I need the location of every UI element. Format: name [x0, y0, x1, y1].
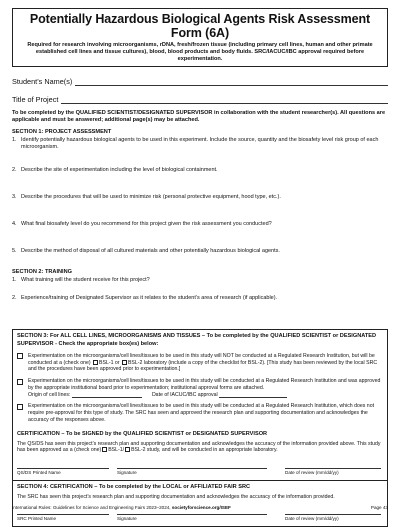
bsl2-checkbox[interactable] [122, 360, 127, 365]
answer-space[interactable] [12, 174, 388, 193]
option-1-text [28, 353, 383, 373]
section1-heading: SECTION 1: PROJECT ASSESSMENT [12, 129, 112, 136]
project-title-input[interactable] [61, 96, 388, 104]
certification-heading: CERTIFICATION – To be SIGNED by the QUALIFIED SCIENTIST or DESIGNATED SUPERVISOR [17, 430, 268, 437]
page-footer [12, 505, 388, 511]
question-text: Experience/training of Designated Supervisor as it relates to the student’s area of research (if applicable). [21, 294, 278, 301]
footer-link[interactable]: societyforscience.org/ISEF [171, 505, 231, 510]
question-number: 1. [12, 137, 17, 144]
cert-text-a: The QS/DS has seen this project’s research plan and supporting documentation and acknowledges the accuracy of the information provided above. This study has been approved as a (check one) [17, 440, 381, 454]
project-title-row [12, 95, 388, 104]
answer-space[interactable] [12, 255, 388, 267]
footer-source: International Rules: Guidelines for Science and Engineering Fairs 2023–2024, [12, 505, 171, 510]
title-box [12, 8, 388, 67]
option-3-text: Experimentation on the microorganisms/cell lines/tissues to be used in this study will be conducted at a Regulated Research Institution, which does not require pre-approval for this type of study. The SRC has seen and approved the research plan and supporting documentation and acknowledges the accuracy of the responses above. [28, 403, 375, 423]
form-page [12, 8, 388, 527]
question-text: What training will the student receive for this project? [21, 276, 150, 283]
answer-space[interactable] [12, 284, 388, 294]
bsl1-label: BSL-1 or [99, 359, 120, 366]
section3-option-2 [17, 378, 383, 398]
s1-question-1 [12, 137, 388, 151]
s1-question-5 [12, 248, 388, 255]
section4-heading: SECTION 4: CERTIFICATION – To be completed by the LOCAL or AFFILIATED FAIR SRC [17, 483, 251, 490]
src-printed-name-field[interactable]: SRC Printed Name [17, 514, 109, 522]
cert-bsl2-checkbox[interactable] [125, 447, 130, 452]
option-2-checkbox[interactable] [17, 379, 23, 385]
question-text: Identify potentially hazardous biological agents to be used in this experiment. Include the source, quantity and the biosafety level risk group of each microorganism. [21, 137, 379, 151]
s2-question-1 [12, 277, 388, 284]
form-title: Potentially Hazardous Biological Agents Risk Assessment Form (6A) [29, 12, 371, 41]
cert-text-b: BSL-2 study, and will be conducted in an appropriate laboratory. [131, 447, 278, 454]
students-names-label: Student’s Name(s) [12, 76, 73, 86]
intro-text: To be completed by the QUALIFIED SCIENTIST/DESIGNATED SUPERVISOR in collaboration with the student researcher(s). All questions are applicable and must be answered; additional page(s) may be attached. [12, 109, 386, 124]
section3-heading: SECTION 3: For ALL CELL LINES, MICROORGANISMS AND TISSUES – To be completed by the QUALIFIED SCIENTIST or DESIGNATED SUPERVISOR - Check the appropriate box(es) below: [17, 333, 377, 347]
section4-box [12, 481, 388, 527]
origin-input[interactable] [72, 393, 142, 398]
answer-space[interactable] [12, 228, 388, 247]
iacuc-date-input[interactable] [219, 393, 287, 398]
certification-text [17, 441, 383, 455]
option-1-text-a: Experimentation on the microorganisms/cell lines/tissues to be used in this study will NOT be conducted at a Regulated Research Institution, but will be conducted at a (check one) [28, 352, 375, 366]
form-subtitle: Required for research involving microorganisms, rDNA, fresh/frozen tissue (including primary cell lines, human and other primate established cell lines and tissue cultures), blood, blood products and body fluids. SRC/IACUC/IBC approval required before experimentation. [27, 41, 373, 62]
page-number: Page 43 [370, 505, 388, 510]
qsds-printed-name-field[interactable]: QS/DS Printed Name [17, 468, 109, 476]
bsl2-label: BSL-2 laboratory (include a copy of the checklist for BSL-2). [This study has been reviewed by the local SRC and the procedures have been approved prior to experimentation.] [28, 359, 378, 373]
students-names-input[interactable] [75, 78, 388, 86]
question-number: 2. [12, 167, 17, 174]
section3-option-1 [17, 353, 383, 373]
origin-label: Origin of cell lines: [28, 391, 71, 398]
s1-question-3 [12, 194, 388, 201]
qsds-signature-row [17, 468, 383, 476]
s2-question-2 [12, 295, 388, 302]
section2-heading: SECTION 2: TRAINING [12, 268, 72, 275]
s1-question-2 [12, 167, 388, 174]
answer-space[interactable] [12, 151, 388, 166]
question-number: 1. [12, 276, 17, 283]
option-2-text: Experimentation on the microorganisms/cell lines/tissues to be used in this study will be conducted at a Regulated Research Institution and was approved by the appropriate institutional board prior to experimentation; institutional approval forms are attached. [28, 378, 381, 391]
s1-question-4 [12, 221, 388, 228]
cert-bsl1-label: BSL-1/ [108, 447, 125, 454]
question-text: Describe the site of experimentation including the level of biological containment. [21, 167, 218, 174]
src-date-field[interactable]: Date of review (mm/dd/yy) [285, 514, 381, 522]
project-title-label: Title of Project [12, 94, 59, 104]
section3-box [12, 329, 388, 481]
question-number: 4. [12, 220, 17, 227]
question-number: 5. [12, 247, 17, 254]
qsds-signature-field[interactable]: Signature [117, 468, 267, 476]
iacuc-date-label: Date of IACUC/IBC approval [151, 391, 218, 398]
question-text: What final biosafety level do you recommend for this project given the risk assessment you conducted? [21, 220, 272, 227]
qsds-date-field[interactable]: Date of review (mm/dd/yy) [285, 468, 381, 476]
question-text: Describe the procedures that will be used to minimize risk (personal protective equipment, hood type, etc.). [21, 194, 281, 201]
option-2-body [28, 378, 383, 398]
answer-space[interactable] [12, 201, 388, 220]
bsl1-checkbox[interactable] [93, 360, 98, 365]
option-1-checkbox[interactable] [17, 353, 23, 359]
option-3-checkbox[interactable] [17, 404, 23, 410]
src-signature-field[interactable]: Signature [117, 514, 267, 522]
cert-bsl1-checkbox[interactable] [102, 447, 107, 452]
question-number: 3. [12, 194, 17, 201]
question-text: Describe the method of disposal of all cultured materials and other potentially hazardous biological agents. [21, 247, 280, 254]
section4-text: The SRC has seen this project’s research plan and supporting documentation and acknowledges the accuracy of the information provided. [17, 494, 335, 501]
question-number: 2. [12, 294, 17, 301]
src-signature-row [17, 514, 383, 522]
section3-option-3 [17, 403, 383, 423]
students-names-row [12, 77, 388, 86]
footer-left [12, 505, 231, 511]
